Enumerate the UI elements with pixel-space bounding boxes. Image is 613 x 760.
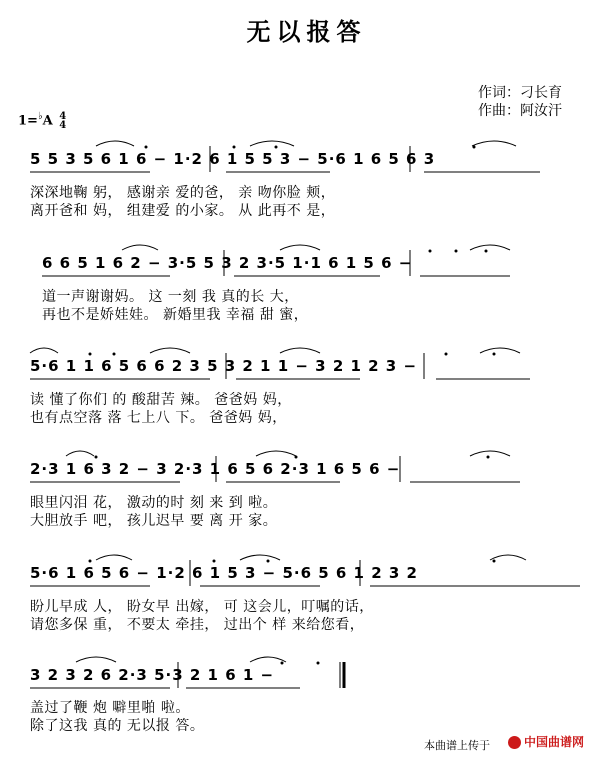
slurs — [30, 141, 526, 662]
lyric-line-6-verse-1: 盖过了鞭 炮 噼里啪 啦。 — [30, 700, 190, 716]
slur — [280, 348, 320, 353]
slur — [490, 555, 526, 560]
octave-dot — [473, 146, 476, 149]
meter-bottom: 4 — [59, 120, 67, 131]
octave-dot — [95, 456, 98, 459]
octave-dot — [145, 146, 148, 149]
octave-dot — [317, 662, 320, 665]
lyric-line-1-verse-2: 离开爸和 妈， 组建爱 的小家。 从 此再不 是， — [30, 203, 336, 219]
lyric-line-6-verse-2: 除了这我 真的 无以报 答。 — [30, 718, 205, 734]
octave-dots — [89, 146, 496, 665]
notation-line-6: 3 2 3 2 6 2·3 5·3 2 1 6 1 − — [30, 666, 275, 684]
octave-dot — [89, 353, 92, 356]
octave-dot — [295, 456, 298, 459]
key-tonic-text: 1= — [18, 113, 38, 129]
site-logo-icon — [508, 736, 521, 749]
song-title: 无以报答 — [246, 17, 367, 46]
notation-line-5: 5·6 1 6 5 6 − 1·2 6 1 5 3 − 5·6 5 6 1 2 3 2 — [30, 564, 418, 582]
composer-credit: 作曲：阿汝汗 — [478, 103, 562, 119]
slur — [76, 657, 116, 662]
octave-dot — [493, 560, 496, 563]
slur — [66, 451, 94, 456]
slur — [480, 348, 520, 353]
lyric-line-4-verse-1: 眼里闪泪 花， 激动的时 刻 来 到 啦。 — [30, 495, 278, 511]
lyric-line-2-verse-1: 道一声谢谢妈。 这 一刻 我 真的长 大， — [42, 289, 299, 305]
octave-dot — [275, 146, 278, 149]
octave-dot — [493, 353, 496, 356]
site-logo[interactable] — [508, 733, 584, 750]
octave-dot — [267, 560, 270, 563]
bar-lines — [178, 146, 424, 688]
octave-dot — [487, 456, 490, 459]
lyric-line-3-verse-1: 读 懂了你们 的 酸甜苦 辣。 爸爸妈 妈， — [30, 392, 292, 408]
meter-top: 4 — [59, 111, 67, 122]
octave-dot — [429, 250, 432, 253]
lyricist-credit: 作词：刁长育 — [478, 85, 562, 101]
lyric-line-4-verse-2: 大胆放手 吧， 孩儿迟早 要 离 开 家。 — [30, 513, 278, 529]
site-logo-text: 中国曲谱网 — [524, 735, 585, 749]
octave-dot — [213, 560, 216, 563]
notation-line-3: 5·6 1 1 6 5 6 6 2 3 5 3 2 1 1 − 3 2 1 2 3 − — [30, 357, 418, 375]
lyric-line-1-verse-1: 深深地鞠 躬， 感谢亲 爱的爸， 亲 吻你脸 颊， — [30, 185, 336, 201]
upload-note: 本曲谱上传于 — [424, 739, 490, 752]
flat-sign: ♭ — [37, 110, 43, 122]
notation-line-2: 6 6 5 1 6 2 − 3·5 5 3 2 3·5 1·1 6 1 5 6 − — [42, 254, 413, 272]
slur — [150, 348, 190, 353]
lyric-line-5-verse-2: 请您多保 重， 不要太 牵挂， 过出个 样 来给您看， — [30, 617, 365, 633]
lyric-line-5-verse-1: 盼儿早成 人， 盼女早 出嫁， 可 这会儿，叮嘱的话， — [30, 599, 374, 615]
beams — [30, 172, 580, 688]
slur — [96, 555, 132, 560]
octave-dot — [281, 662, 284, 665]
slur — [96, 141, 134, 146]
lyric-line-3-verse-2: 也有点空落 落 七上八 下。 爸爸妈 妈， — [30, 410, 287, 426]
slur — [256, 451, 296, 456]
slur — [250, 141, 294, 146]
slur — [470, 451, 510, 456]
slur — [240, 555, 280, 560]
lyric-line-2-verse-2: 再也不是娇娃娃。 新婚里我 幸福 甜 蜜， — [42, 307, 309, 323]
slur — [470, 245, 510, 250]
notation-line-1: 5 5 3 5 6 1 6 − 1·2 6 1 5 5 3 − 5·6 1 6 5 6 3 — [30, 150, 436, 168]
octave-dot — [89, 560, 92, 563]
octave-dot — [113, 353, 116, 356]
slur — [250, 657, 286, 662]
octave-dot — [233, 146, 236, 149]
octave-dot — [485, 250, 488, 253]
slur — [30, 348, 58, 353]
slur — [472, 141, 516, 146]
octave-dot — [455, 250, 458, 253]
slur — [280, 245, 320, 250]
octave-dot — [445, 353, 448, 356]
notation-line-4: 2·3 1 6 3 2 − 3 2·3 1 6 5 6 2·3 1 6 5 6 − — [30, 460, 401, 478]
key-note: A — [42, 113, 53, 129]
slur — [122, 245, 158, 250]
